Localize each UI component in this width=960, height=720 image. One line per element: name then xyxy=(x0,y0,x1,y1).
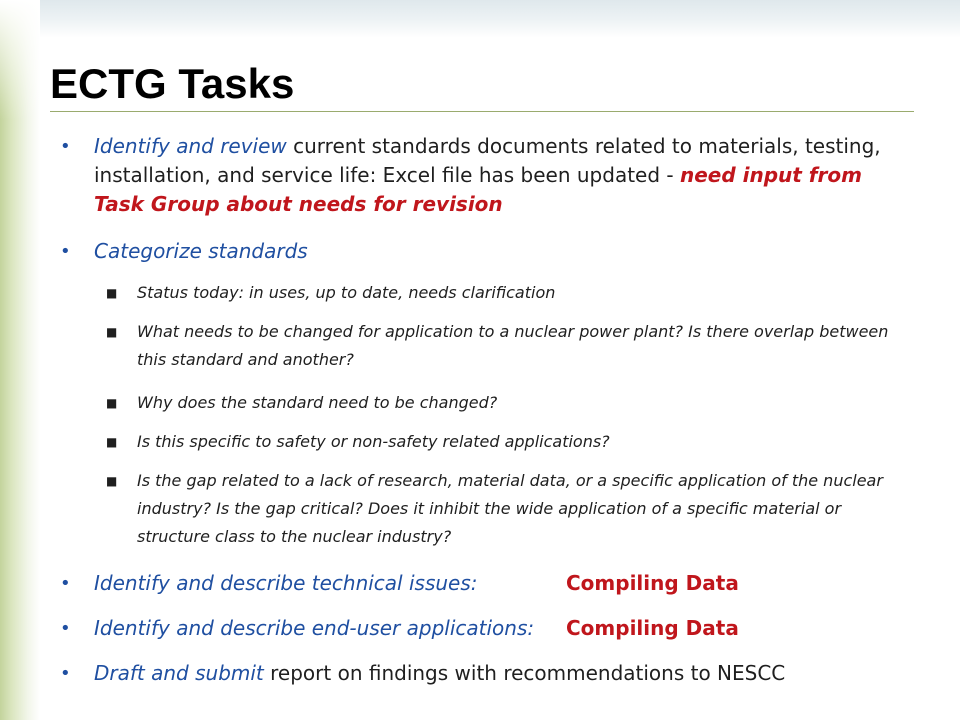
sub-bullet: What needs to be changed for application to a nuclear power plant? Is there overlap between this standard and another? xyxy=(137,322,889,369)
square-bullet-icon: ■ xyxy=(106,396,118,410)
square-bullet-icon: ■ xyxy=(106,474,118,488)
bullet-dot-icon: • xyxy=(60,663,71,684)
sub-bullet: Status today: in uses, up to date, needs clarification xyxy=(137,283,556,302)
bullet-categorize xyxy=(94,237,914,266)
bullet-dot-icon: • xyxy=(60,573,71,594)
title-divider xyxy=(50,111,914,112)
bullet-text: Categorize standards xyxy=(94,239,308,263)
slide-title: ECTG Tasks xyxy=(50,60,295,107)
bullet-text: current standards documents related to materials, testing, installation, and service life: Excel file has been updated - xyxy=(94,134,881,187)
square-bullet-icon: ■ xyxy=(106,325,118,339)
bullet-identify-review xyxy=(94,132,914,219)
slide-left-band xyxy=(0,0,40,720)
slide-top-band xyxy=(0,0,960,38)
bullet-end-user-applications xyxy=(94,614,914,643)
bullet-text: Identify and describe end-user applications: xyxy=(94,616,535,640)
sub-bullet: Is the gap related to a lack of research, material data, or a specific application of the nuclear industry? Is the gap critical? Does it inhibit the wide application of a specific material or structure class to the nuclear industry? xyxy=(137,471,883,546)
bullet-technical-issues xyxy=(94,569,914,598)
bullet-text: Identify and describe technical issues: xyxy=(94,571,478,595)
bullet-lead: Draft and submit xyxy=(94,661,264,685)
bullet-lead: Identify and review xyxy=(94,134,287,158)
bullet-highlight: need input from Task Group about needs for revision xyxy=(94,163,862,216)
status-text: Compiling Data xyxy=(566,616,739,640)
bullet-dot-icon: • xyxy=(60,618,71,639)
square-bullet-icon: ■ xyxy=(106,286,118,300)
bullet-dot-icon: • xyxy=(60,136,71,157)
square-bullet-icon: ■ xyxy=(106,435,118,449)
sub-bullet: Is this specific to safety or non-safety related applications? xyxy=(137,432,610,451)
bullet-dot-icon: • xyxy=(60,241,71,262)
bullet-draft-submit xyxy=(94,659,914,688)
sub-bullet: Why does the standard need to be changed? xyxy=(137,393,498,412)
bullet-text: report on findings with recommendations to NESCC xyxy=(263,661,786,685)
status-text: Compiling Data xyxy=(566,571,739,595)
